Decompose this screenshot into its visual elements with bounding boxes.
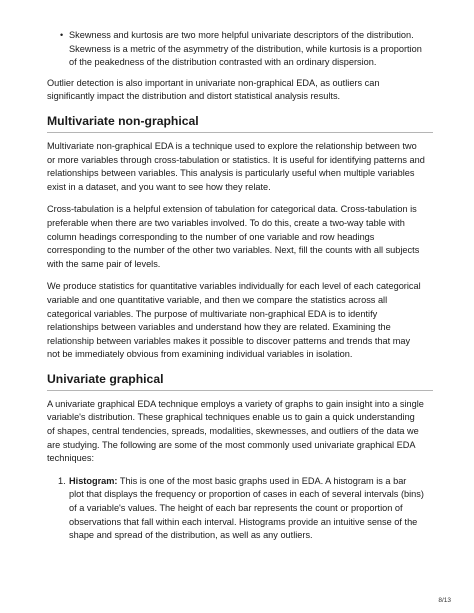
bullet-list bbox=[47, 29, 433, 70]
text-line: relationship between variables makes it possible to discover patterns and trends that may bbox=[47, 335, 411, 346]
outlier-line-2: significantly impact the distribution and distort statistical analysis results. bbox=[47, 91, 341, 102]
techniques-list bbox=[47, 475, 433, 543]
text-line: plot that displays the frequency or proportion of cases in each of several intervals (bins) bbox=[69, 489, 424, 500]
text-line: categorical variables. The purpose of multivariate non-graphical EDA is to identify bbox=[47, 308, 378, 319]
multivariate-paragraph-3 bbox=[47, 280, 433, 362]
text-line: This is one of the most basic graphs used in EDA. A histogram is a bar bbox=[117, 475, 407, 486]
outlier-paragraph bbox=[47, 77, 433, 104]
list-item-histogram bbox=[58, 475, 433, 543]
text-line: not be immediately obvious from examining individual variables in isolation. bbox=[47, 349, 353, 360]
document-page bbox=[47, 29, 433, 543]
page-number: 8/13 bbox=[438, 597, 451, 604]
text-line: We produce statistics for quantitative variables individually for each level of each categorical bbox=[47, 281, 421, 292]
text-line: observations that fall within each interval. Histograms provide an intuitive sense of the bbox=[69, 516, 418, 527]
list-item bbox=[60, 29, 433, 70]
text-line: with the same pair of levels. bbox=[47, 258, 161, 269]
list-term: Histogram: bbox=[69, 475, 118, 486]
text-line: techniques: bbox=[47, 453, 94, 464]
bullet-line-3: of the peakedness of the distribution contrasted with an ordinary dispersion. bbox=[69, 57, 377, 68]
text-line: Cross-tabulation is a helpful extension of tabulation for categorical data. Cross-tabulation is bbox=[47, 204, 417, 215]
text-line: relationships between variables. This analysis is particularly useful when multiple variables bbox=[47, 168, 415, 179]
bullet-line-1: Skewness and kurtosis are two more helpful univariate descriptors of the distribution. bbox=[69, 30, 414, 40]
text-line: corresponding to the number of the other two variables. Next, fill the counts with all subjects bbox=[47, 245, 420, 256]
text-line: variable and one quantitative variable, and then we compare the statistics across all bbox=[47, 294, 388, 305]
bullet-line-2: Skewness is a metric of the asymmetry of the distribution, while kurtosis is a proportion bbox=[69, 43, 422, 54]
text-line: preferable when there are two variables involved. To do this, create a two-way table with bbox=[47, 217, 405, 228]
multivariate-paragraph-1 bbox=[47, 140, 433, 194]
section-heading-multivariate-non-graphical: Multivariate non-graphical bbox=[47, 113, 433, 133]
text-line: variable's distribution. These graphical techniques enable us to gain a quick understanding bbox=[47, 412, 415, 423]
text-line: exist in a dataset, and you want to see how they relate. bbox=[47, 181, 271, 192]
text-line: relationships between variables and understand how they are related. Examining the bbox=[47, 322, 391, 333]
text-line: Multivariate non-graphical EDA is a technique used to explore the relationship between two bbox=[47, 140, 417, 151]
text-line: of shapes, central tendencies, spreads, modalities, skewnesses, and outliers of the data we bbox=[47, 426, 419, 437]
section-heading-univariate-graphical: Univariate graphical bbox=[47, 371, 433, 391]
bullet-icon: • bbox=[60, 30, 64, 40]
list-number: 1. bbox=[58, 475, 66, 486]
text-line: of a variable's values. The height of each bar represents the count or proportion of bbox=[69, 503, 403, 514]
text-line: shape and spread of the distribution, as well as any outliers. bbox=[69, 530, 313, 541]
multivariate-paragraph-2 bbox=[47, 203, 433, 271]
text-line: A univariate graphical EDA technique employs a variety of graphs to gain insight into a single bbox=[47, 398, 424, 409]
univariate-graphical-paragraph bbox=[47, 398, 433, 466]
text-line: column headings corresponding to the number of one variable and row headings bbox=[47, 231, 375, 242]
outlier-line-1: Outlier detection is also important in univariate non-graphical EDA, as outliers can bbox=[47, 77, 380, 88]
text-line: are studying. The following are some of the most commonly used univariate graphical EDA bbox=[47, 439, 416, 450]
text-line: or more variables through cross-tabulation or statistics. It is useful for identifying patterns and bbox=[47, 154, 425, 165]
